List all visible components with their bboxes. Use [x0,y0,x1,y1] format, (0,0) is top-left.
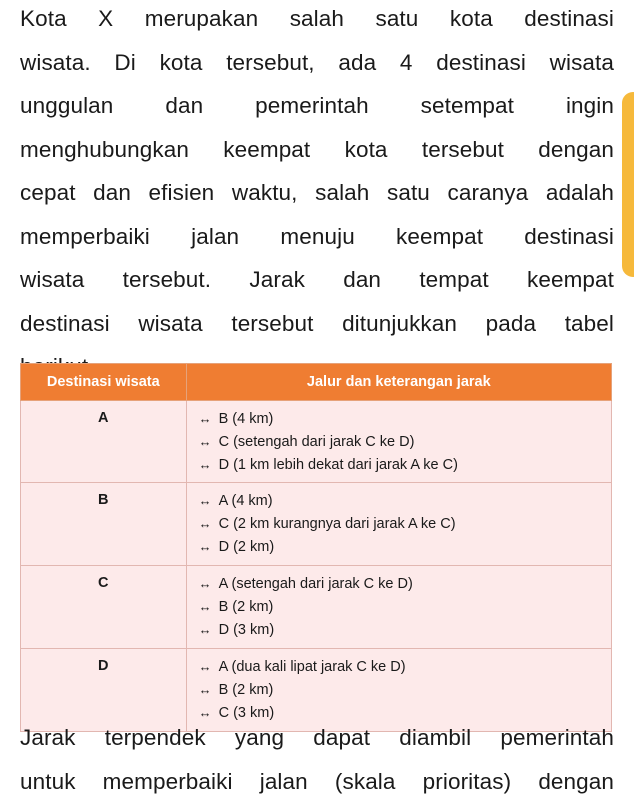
destination-cell: C [21,566,187,649]
routes-cell [186,566,611,649]
bidirectional-arrow-icon: ↔ [199,407,219,430]
intro-line: memperbaiki jalan menuju keempat destinasi [20,215,614,259]
route-item: ↔ C (setengah dari jarak C ke D) [199,430,611,453]
routes-cell [186,483,611,566]
intro-line: destinasi wisata tersebut ditunjukkan pada tabel [20,302,614,346]
bidirectional-arrow-icon: ↔ [199,453,219,476]
table-row [21,566,612,649]
intro-line: wisata tersebut. Jarak dan tempat keempat [20,258,614,302]
intro-line: Kota X merupakan salah satu kota destinasi [20,0,614,41]
bidirectional-arrow-icon: ↔ [199,430,219,453]
bidirectional-arrow-icon: ↔ [199,701,219,724]
route-item: ↔ D (3 km) [199,618,611,641]
bidirectional-arrow-icon: ↔ [199,678,219,701]
route-item: ↔ D (2 km) [199,535,611,558]
bidirectional-arrow-icon: ↔ [199,655,219,678]
question-line: Jarak terpendek yang dapat diambil pemerintah [20,716,614,760]
routes-cell [186,401,611,483]
destination-cell: A [21,401,187,483]
bidirectional-arrow-icon: ↔ [199,512,219,535]
bidirectional-arrow-icon: ↔ [199,489,219,512]
scroll-accent-bar [622,92,634,277]
question-line: untuk memperbaiki jalan (skala prioritas) dengan [20,760,614,803]
intro-paragraph [20,0,614,389]
bidirectional-arrow-icon: ↔ [199,595,219,618]
intro-line: menghubungkan keempat kota tersebut dengan [20,128,614,172]
bidirectional-arrow-icon: ↔ [199,618,219,641]
header-destination: Destinasi wisata [21,364,187,401]
route-item: ↔ C (3 km) [199,701,611,724]
header-routes: Jalur dan keterangan jarak [186,364,611,401]
table-header-row [21,364,612,401]
table-row [21,401,612,483]
route-item: ↔ A (dua kali lipat jarak C ke D) [199,655,611,678]
route-item: ↔ D (1 km lebih dekat dari jarak A ke C) [199,453,611,476]
route-item: ↔ A (setengah dari jarak C ke D) [199,572,611,595]
bidirectional-arrow-icon: ↔ [199,572,219,595]
route-item: ↔ B (2 km) [199,678,611,701]
route-item: ↔ B (4 km) [199,407,611,430]
destination-cell: D [21,649,187,732]
route-item: ↔ C (2 km kurangnya dari jarak A ke C) [199,512,611,535]
bidirectional-arrow-icon: ↔ [199,535,219,558]
intro-line: unggulan dan pemerintah setempat ingin [20,84,614,128]
route-item: ↔ B (2 km) [199,595,611,618]
destination-cell: B [21,483,187,566]
destination-distance-table [20,363,612,732]
route-item: ↔ A (4 km) [199,489,611,512]
table-row [21,483,612,566]
intro-line: wisata. Di kota tersebut, ada 4 destinasi wisata [20,41,614,85]
intro-line: cepat dan efisien waktu, salah satu caranya adalah [20,171,614,215]
question-paragraph [20,716,614,803]
